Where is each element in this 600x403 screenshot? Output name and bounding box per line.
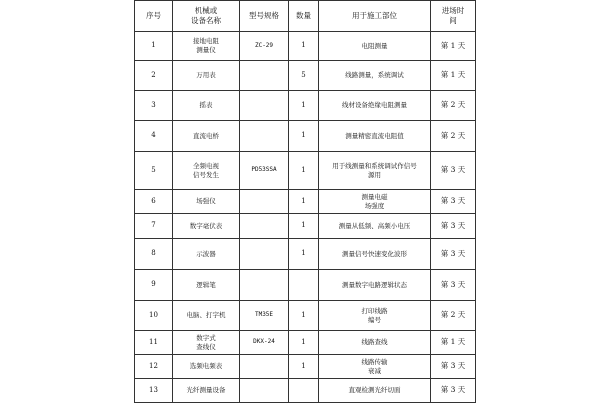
cell-model: ZC-29	[240, 32, 289, 61]
cell-time: 第 3 天	[431, 190, 476, 214]
cell-time: 第 3 天	[431, 214, 476, 239]
cell-purpose: 线材设备绝缘电阻测量	[319, 91, 431, 121]
cell-index: 5	[135, 152, 173, 190]
cell-index: 10	[135, 301, 173, 331]
cell-name: 数字式 查线仪	[173, 331, 240, 355]
cell-name: 光纤测量设备	[173, 379, 240, 403]
cell-name: 全频电视 信号发生	[173, 152, 240, 190]
cell-time: 第 3 天	[431, 355, 476, 379]
cell-model	[240, 270, 289, 301]
cell-qty: 1	[289, 152, 319, 190]
cell-purpose: 电阻测量	[319, 32, 431, 61]
cell-index: 6	[135, 190, 173, 214]
cell-index: 1	[135, 32, 173, 61]
cell-index: 13	[135, 379, 173, 403]
cell-time: 第 1 天	[431, 331, 476, 355]
table-row	[135, 152, 476, 190]
header-index: 序号	[135, 1, 173, 32]
cell-model	[240, 91, 289, 121]
cell-name: 场强仪	[173, 190, 240, 214]
cell-purpose: 测量电磁 场强度	[319, 190, 431, 214]
cell-model	[240, 355, 289, 379]
table-row	[135, 301, 476, 331]
cell-model	[240, 190, 289, 214]
cell-model	[240, 121, 289, 152]
cell-index: 11	[135, 331, 173, 355]
cell-name: 电脑、打字机	[173, 301, 240, 331]
table-row	[135, 331, 476, 355]
cell-name: 示波器	[173, 239, 240, 270]
table-row	[135, 61, 476, 91]
cell-model	[240, 239, 289, 270]
cell-index: 9	[135, 270, 173, 301]
cell-name: 数字毫伏表	[173, 214, 240, 239]
cell-model: PD53SSA	[240, 152, 289, 190]
cell-qty: 1	[289, 214, 319, 239]
cell-index: 12	[135, 355, 173, 379]
cell-time: 第 3 天	[431, 270, 476, 301]
cell-model: DKX-24	[240, 331, 289, 355]
cell-time: 第 2 天	[431, 121, 476, 152]
cell-index: 4	[135, 121, 173, 152]
cell-name: 直流电桥	[173, 121, 240, 152]
cell-name: 逻辑笔	[173, 270, 240, 301]
cell-purpose: 测量信号快速变化波形	[319, 239, 431, 270]
cell-qty: 1	[289, 121, 319, 152]
cell-name: 摇表	[173, 91, 240, 121]
cell-purpose: 线路测量，系统调试	[319, 61, 431, 91]
cell-time: 第 3 天	[431, 239, 476, 270]
header-model: 型号规格	[240, 1, 289, 32]
table-row	[135, 355, 476, 379]
cell-time: 第 3 天	[431, 379, 476, 403]
cell-qty	[289, 270, 319, 301]
table-row	[135, 270, 476, 301]
cell-purpose: 测量精密直流电阻值	[319, 121, 431, 152]
header-row	[135, 1, 476, 32]
cell-purpose: 直观检测光纤切面	[319, 379, 431, 403]
cell-purpose: 测量数字电路逻辑状态	[319, 270, 431, 301]
cell-model	[240, 61, 289, 91]
header-qty: 数量	[289, 1, 319, 32]
cell-qty: 1	[289, 301, 319, 331]
cell-name: 万用表	[173, 61, 240, 91]
cell-qty: 5	[289, 61, 319, 91]
cell-time: 第 1 天	[431, 61, 476, 91]
cell-qty: 1	[289, 355, 319, 379]
table-row	[135, 32, 476, 61]
cell-index: 3	[135, 91, 173, 121]
cell-model	[240, 214, 289, 239]
cell-time: 第 3 天	[431, 152, 476, 190]
cell-time: 第 2 天	[431, 301, 476, 331]
cell-purpose: 测量从低频、高频小电压	[319, 214, 431, 239]
header-name: 机械或 设备名称	[173, 1, 240, 32]
cell-purpose: 用于线测量和系统调试作信号 源用	[319, 152, 431, 190]
table-row	[135, 121, 476, 152]
table-row	[135, 379, 476, 403]
cell-purpose: 线路传输 衰减	[319, 355, 431, 379]
cell-purpose: 打印线路 编号	[319, 301, 431, 331]
cell-qty	[289, 379, 319, 403]
table-row	[135, 239, 476, 270]
cell-time: 第 1 天	[431, 32, 476, 61]
cell-index: 2	[135, 61, 173, 91]
header-time: 进场时 间	[431, 1, 476, 32]
cell-index: 8	[135, 239, 173, 270]
cell-qty: 1	[289, 32, 319, 61]
cell-qty: 1	[289, 91, 319, 121]
equipment-table	[134, 0, 476, 403]
header-purpose: 用于施工部位	[319, 1, 431, 32]
cell-time: 第 2 天	[431, 91, 476, 121]
cell-model: TM35E	[240, 301, 289, 331]
cell-qty: 1	[289, 239, 319, 270]
cell-qty: 1	[289, 190, 319, 214]
cell-index: 7	[135, 214, 173, 239]
table-row	[135, 190, 476, 214]
cell-model	[240, 379, 289, 403]
cell-qty: 1	[289, 331, 319, 355]
cell-purpose: 线路查线	[319, 331, 431, 355]
cell-name: 接地电阻 测量仪	[173, 32, 240, 61]
table-row	[135, 214, 476, 239]
cell-name: 选频电频表	[173, 355, 240, 379]
table-row	[135, 91, 476, 121]
